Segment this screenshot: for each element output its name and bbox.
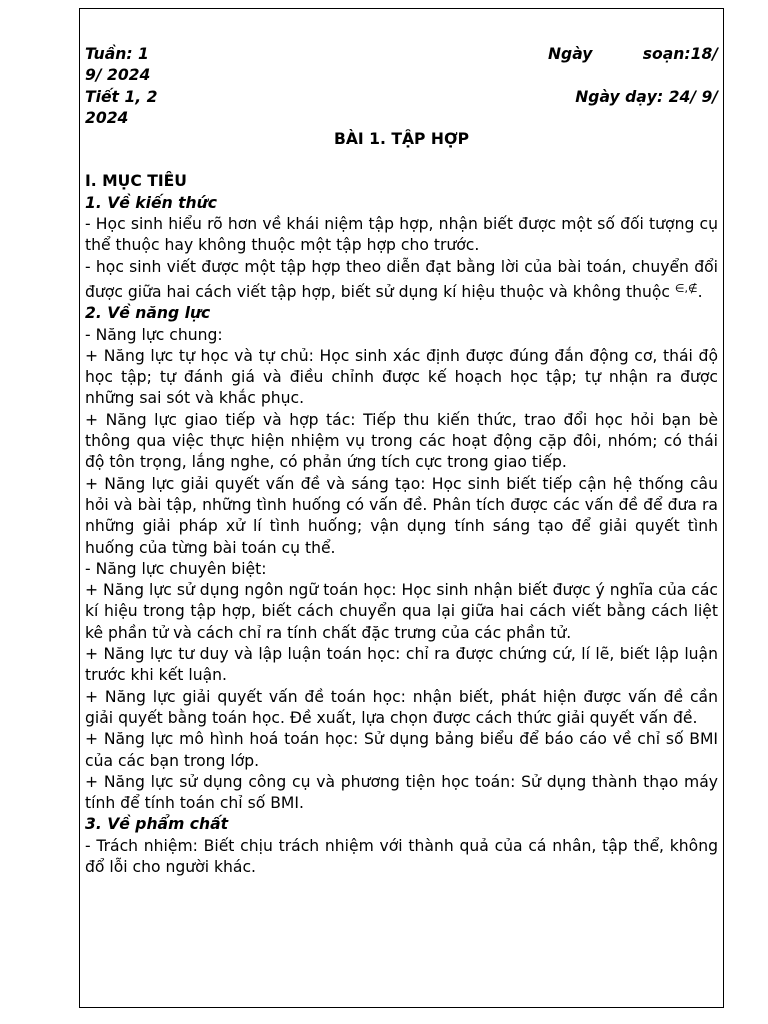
prep-date [548, 44, 718, 65]
period-label: Tiết 1, 2 [85, 87, 158, 106]
week-label: Tuần: 1 [85, 45, 149, 63]
knowledge-paragraph-2-end: . [697, 282, 703, 301]
membership-symbols: ∈,∉ [674, 281, 698, 295]
competency-item: + Năng lực tư duy và lập luận toán học: chỉ ra được chứng cứ, lí lẽ, biết lập luận trước khi kết luận. [85, 645, 718, 685]
teach-date-cont: 2024 [85, 108, 129, 127]
header-row-period [85, 87, 718, 108]
competency-item: + Năng lực giải quyết vấn đề toán học: nhận biết, phát hiện được vấn đề cần giải quyết bằng toán học. Đề xuất, lựa chọn được cách thức giải quyết vấn đề. [85, 687, 718, 727]
competency-item: + Năng lực sử dụng ngôn ngữ toán học: Học sinh nhận biết được ý nghĩa của các kí hiệu trong tập hợp, biết cách chuyển qua lại giữa hai cách viết bằng cách liệt kê phần tử và cách chỉ ra tính chất đặc trưng của các phần tử. [85, 581, 718, 642]
lesson-title: BÀI 1. TẬP HỢP [333, 130, 470, 149]
competency-item: - Năng lực chung: [85, 325, 223, 344]
prep-date-cont: 9/ 2024 [85, 66, 151, 85]
knowledge-paragraph-2 [85, 257, 718, 304]
teach-date: Ngày dạy: 24/ 9/ [575, 87, 718, 106]
competency-item: + Năng lực sử dụng công cụ và phương tiện học toán: Sử dụng thành thạo máy tính để tính toán chỉ số BMI. [85, 772, 718, 813]
prep-date-word: Ngày [548, 45, 593, 63]
subheading-competency: 2. Về năng lực [85, 304, 211, 323]
prep-date-value: soạn:18/ [642, 45, 718, 63]
lesson-plan-content [85, 44, 718, 878]
subheading-quality: 3. Về phẩm chất [85, 815, 229, 834]
quality-item: - Trách nhiệm: Biết chịu trách nhiệm với thành quả của cá nhân, tập thể, không đổ lỗi cho người khác. [85, 836, 718, 876]
subheading-knowledge: 1. Về kiến thức [85, 193, 217, 212]
knowledge-paragraph-1: - Học sinh hiểu rõ hơn về khái niệm tập hợp, nhận biết được một số đối tượng cụ thể thuộc hay không thuộc một tập hợp cho trước. [85, 215, 718, 255]
competency-item: + Năng lực tự học và tự chủ: Học sinh xác định được đúng đắn động cơ, thái độ học tập; tự đánh giá và điều chỉnh được kế hoạch học tập; tự nhận ra được những sai sót và khắc phục. [85, 346, 718, 408]
competency-item: + Năng lực mô hình hoá toán học: Sử dụng bảng biểu để báo cáo về chỉ số BMI của các bạn trong lớp. [85, 730, 718, 770]
competency-item: - Năng lực chuyên biệt: [85, 559, 267, 578]
knowledge-paragraph-2-text: - học sinh viết được một tập hợp theo diễn đạt bằng lời của bài toán, chuyển đổi được giữa hai cách viết tập hợp, biết sử dụng kí hiệu thuộc và không thuộc [85, 257, 718, 301]
header-row-week [85, 44, 718, 65]
competency-item: + Năng lực giải quyết vấn đề và sáng tạo: Học sinh biết tiếp cận hệ thống câu hỏi và bài tập, những tình huống có vấn đề. Phân tích được các vấn đề để đưa ra những giải pháp xử lí tình huống; vận dụng tính sáng tạo để giải quyết tình huống của từng bài toán cụ thể. [85, 474, 718, 557]
competency-item: + Năng lực giao tiếp và hợp tác: Tiếp thu kiến thức, trao đổi học hỏi bạn bè thông qua việc thực hiện nhiệm vụ trong các hoạt động cặp đôi, nhóm; có thái độ tôn trọng, lắng nghe, có phản ứng tích cực trong giao tiếp. [85, 410, 718, 472]
section-heading-objectives: I. MỤC TIÊU [85, 172, 187, 191]
